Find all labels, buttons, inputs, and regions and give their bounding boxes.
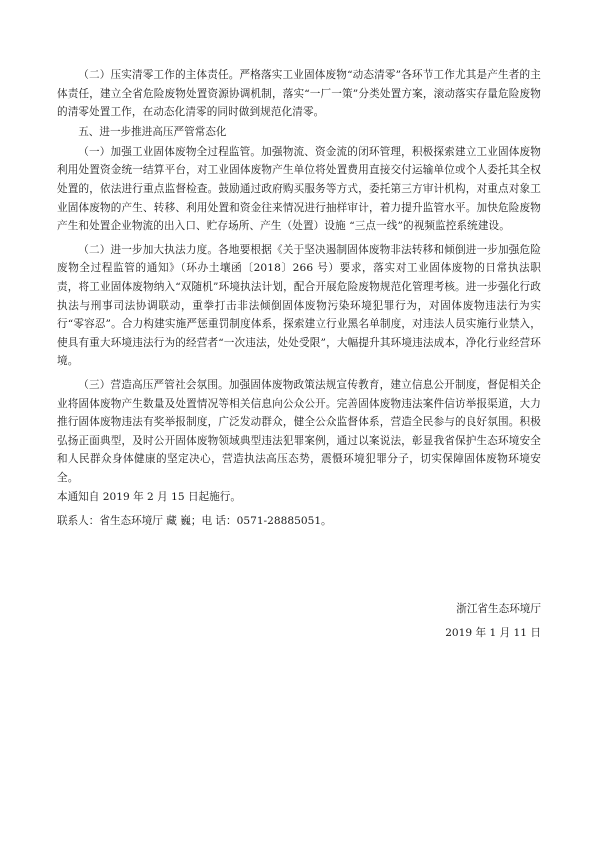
paragraph-law-enforcement: （二）进一步加大执法力度。各地要根据《关于坚决遏制固体废物非法转移和倾倒进一步加强危险废物全过程监管的通知》（环办土壤函〔2018〕266 号）要求，落实对工业固体废物的日常执法职责，将工业固体废物纳入“双随机”环境执法计划，配合开展危险废物规范化管理考核。进一步强化行政执法与刑事司法协调联动，重拳打击非法倾倒固体废物污染环境犯罪行为，对固体废物违法行为实行“零容忍”。合力构建实施严惩重罚制度体系，探索建立行业黑名单制度，对违法人员实施行业禁入，使具有重大环境违法行为的经营者“一次违法，处处受限”，大幅提升其环境违法成本，净化行业经营环境。	[57, 243, 541, 368]
paragraph-social-atmosphere: （三）营造高压严管社会氛围。加强固体废物政策法规宣传教育，建立信息公开制度，督促相关企业将固体废物产生数量及处置情况等相关信息向公众公开。完善固体废物违法案件信访举报渠道，大力推行固体废物违法有奖举报制度，广泛发动群众，健全公众监督体系，营造全民参与的良好氛围。积极弘扬正面典型，及时公开固体废物领域典型违法犯罪案例，通过以案说法，彰显我省保护生态环境安全和人民群众身体健康的坚定决心，营造执法高压态势，震慑环境犯罪分子，切实保障固体废物环境安全。	[57, 378, 541, 484]
issuing-authority: 浙江省生态环境厅	[456, 603, 541, 615]
paragraph-pressure-clearing: （二）压实清零工作的主体责任。严格落实工业固体废物“动态清零”各环节工作尤其是产生者的主体责任，建立全省危险废物处置资源协调机制，落实“一厂一策”分类处置方案，滚动落实存量危险废物的清零处置工作，在动态化清零的同时做到规范化清零。	[57, 69, 541, 119]
effective-date-notice: 本通知自 2019 年 2 月 15 日起施行。	[57, 491, 241, 504]
contact-info: 联系人：省生态环境厅 藏 巍；电 话：0571-28885051。	[57, 515, 332, 528]
issue-date: 2019 年 1 月 11 日	[445, 627, 541, 639]
paragraph-full-process-supervision: （一）加强工业固体废物全过程监管。加强物流、资金流的闭环管理，积极探索建立工业固体废物利用处置资金统一结算平台，对工业固体废物产生单位将处置费用直接交付运输单位或个人委托其全权处置的，依法进行重点监督检查。鼓励通过政府购买服务等方式，委托第三方审计机构，对重点对象工业固体废物的产生、转移、利用处置和资金往来情况进行抽样审计，着力提升监管水平。加快危险废物产生和处置企业物流的出入口、贮存场所、产生（处置）设施 “三点一线”的视频监控系统建设。	[57, 145, 541, 233]
section-heading-5: 五、进一步推进高压严管常态化	[78, 125, 227, 138]
document-body	[57, 66, 541, 531]
